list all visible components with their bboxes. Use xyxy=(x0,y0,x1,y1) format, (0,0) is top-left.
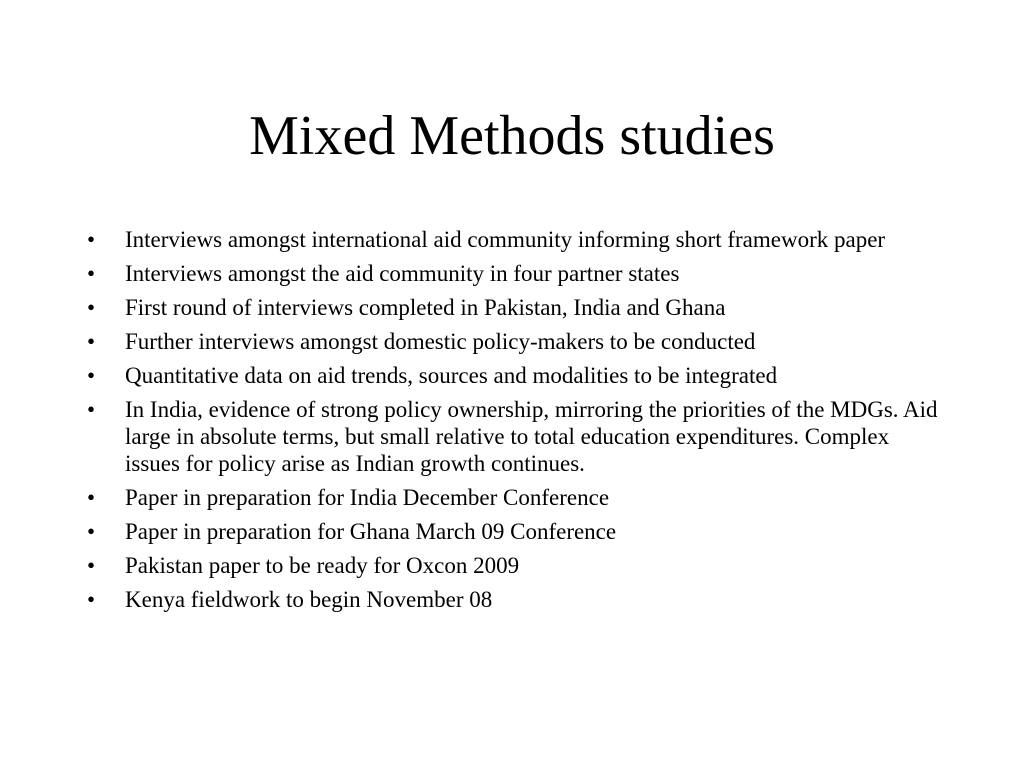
bullet-text: Paper in preparation for Ghana March 09 Conference xyxy=(125,519,617,544)
bullet-item xyxy=(87,294,947,321)
bullet-item xyxy=(87,328,947,355)
bullet-item xyxy=(87,552,947,579)
bullet-marker: • xyxy=(87,519,96,544)
bullet-text: Quantitative data on aid trends, sources and modalities to be integrated xyxy=(125,363,778,388)
bullet-text: Pakistan paper to be ready for Oxcon 2009 xyxy=(125,553,520,578)
bullet-marker: • xyxy=(87,227,96,252)
bullet-marker: • xyxy=(87,363,96,388)
bullet-item xyxy=(87,586,947,613)
slide-title: Mixed Methods studies xyxy=(249,105,775,167)
bullet-item xyxy=(87,362,947,389)
bullet-marker: • xyxy=(87,329,96,354)
bullet-marker: • xyxy=(87,485,96,510)
bullet-list xyxy=(87,226,947,620)
bullet-text: In India, evidence of strong policy ownership, mirroring the priorities of the MDGs. Aid large in absolute terms, but small relative to total education expenditures. Complex issues for policy arise as Indian growth continues. xyxy=(125,397,938,476)
bullet-item xyxy=(87,226,947,253)
bullet-text: Kenya fieldwork to begin November 08 xyxy=(125,587,493,612)
bullet-item xyxy=(87,518,947,545)
bullet-marker: • xyxy=(87,397,96,422)
bullet-marker: • xyxy=(87,295,96,320)
bullet-text: Interviews amongst the aid community in four partner states xyxy=(125,261,680,286)
bullet-marker: • xyxy=(87,587,96,612)
bullet-text: Paper in preparation for India December Conference xyxy=(125,485,610,510)
bullet-text: First round of interviews completed in Pakistan, India and Ghana xyxy=(125,295,726,320)
bullet-item xyxy=(87,260,947,287)
bullet-text: Further interviews amongst domestic policy-makers to be conducted xyxy=(125,329,756,354)
bullet-item xyxy=(87,396,947,477)
bullet-marker: • xyxy=(87,261,96,286)
bullet-item xyxy=(87,484,947,511)
bullet-marker: • xyxy=(87,553,96,578)
bullet-text: Interviews amongst international aid community informing short framework paper xyxy=(125,227,886,252)
